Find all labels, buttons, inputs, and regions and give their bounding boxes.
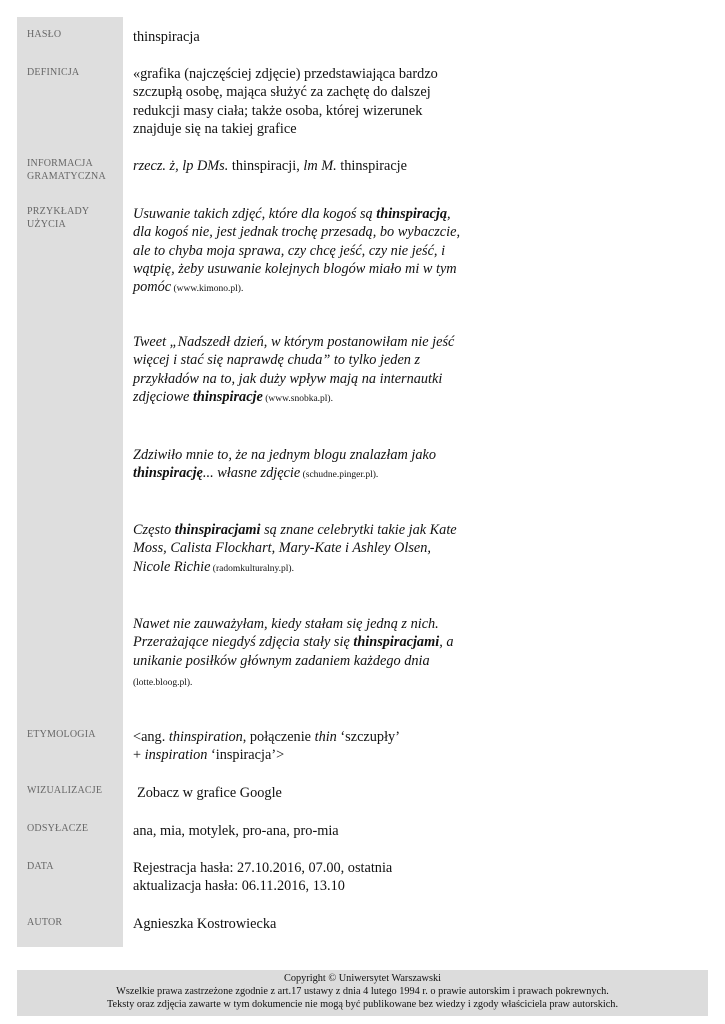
etymology-text: ‘szczupły’ + bbox=[133, 729, 399, 764]
label-definicja: DEFINICJA bbox=[27, 67, 80, 78]
example-source: (www.kimono.pl). bbox=[171, 284, 244, 295]
example-text: Często bbox=[133, 522, 175, 538]
footer-rights: Wszelkie prawa zastrzeżone zgodnie z art.17 ustawy z dnia 4 lutego 1994 r. o prawie autorskim i prawach pokrewnych. bbox=[116, 986, 609, 998]
author: Agnieszka Kostrowiecka bbox=[133, 916, 277, 932]
label-line: GRAMATYCZNA bbox=[27, 171, 106, 182]
cross-references: ana, mia, motylek, pro-ana, pro-mia bbox=[133, 823, 339, 839]
label-line: PRZYKŁADY bbox=[27, 206, 90, 217]
grammar-abbr: rzecz. ż, lp DMs. bbox=[133, 158, 229, 174]
usage-example bbox=[133, 615, 463, 692]
example-text: ... własne zdjęcie bbox=[202, 465, 301, 482]
etymology-term: thinspiration bbox=[168, 729, 243, 745]
example-text: Tweet „Nadszedł dzień, w którym postanowiłam nie jeść więcej i stać się naprawdę chuda” to tylko jeden z przykładów na to, jak duży wpływ mają na internautki zdjęciowe bbox=[133, 334, 455, 405]
usage-example bbox=[133, 205, 463, 298]
usage-example bbox=[133, 446, 453, 485]
example-headword: thinspiracją bbox=[376, 206, 447, 222]
example-source: (schudne.pinger.pl). bbox=[300, 470, 379, 481]
registration-dates: Rejestracja hasła: 27.10.2016, 07.00, ostatnia aktualizacja hasła: 06.11.2016, 13.10 bbox=[133, 860, 393, 895]
example-source: (radomkulturalny.pl). bbox=[210, 563, 294, 574]
example-source: (www.snobka.pl). bbox=[262, 393, 333, 404]
etymology-text: ‘inspiracja’> bbox=[207, 747, 285, 764]
etymology-term: thin bbox=[314, 729, 337, 745]
label-data: DATA bbox=[27, 861, 54, 872]
footer-copyright: Copyright © Uniwersytet Warszawski bbox=[284, 973, 441, 984]
label-informacja-gramatyczna bbox=[27, 157, 123, 183]
copyright-footer bbox=[17, 970, 708, 1016]
label-haslo: HASŁO bbox=[27, 29, 62, 40]
usage-example bbox=[133, 333, 463, 408]
label-przyklady-uzycia bbox=[27, 205, 123, 231]
label-autor: AUTOR bbox=[27, 917, 63, 928]
example-source: (lotte.bloog.pl). bbox=[133, 677, 193, 688]
label-odsylacze: ODSYŁACZE bbox=[27, 823, 89, 834]
example-headword: thinspiracje bbox=[192, 388, 263, 405]
example-text: , a unikanie posiłków głównym zadaniem każdego dnia bbox=[133, 634, 454, 669]
example-text: Zdziwiło mnie to, że na jednym blogu znalazłam jako bbox=[133, 447, 437, 463]
example-text: są znane celebrytki takie jak Kate Moss, Calista Flockhart, Mary-Kate i Ashley Olsen, Nicole Richie bbox=[133, 522, 457, 575]
etymology-term: inspiration bbox=[144, 747, 208, 764]
usage-example bbox=[133, 521, 468, 578]
headword: thinspiracja bbox=[133, 29, 200, 45]
example-text: Nawet nie zauważyłam, kiedy stałam się jedną z nich. Przerażające niegdyś zdjęcia stały się bbox=[133, 616, 439, 651]
google-images-link[interactable]: Zobacz w grafice Google bbox=[137, 785, 282, 801]
example-text: Usuwanie takich zdjęć, które dla kogoś są bbox=[133, 206, 377, 222]
label-wizualizacje: WIZUALIZACJE bbox=[27, 785, 103, 796]
etymology-text: , połączenie bbox=[242, 729, 315, 745]
grammar-form: thinspiracji, bbox=[228, 158, 304, 174]
example-headword: thinspiracjami bbox=[353, 634, 440, 651]
example-headword: thinspiracjami bbox=[174, 522, 261, 538]
grammar-abbr: lm M. bbox=[303, 158, 337, 174]
example-text: , dla kogoś nie, jest jednak trochę przesadą, bo wybaczcie, ale to chyba moja sprawa, czy chcę jeść, czy nie jeść, i wątpię, żeby usuwanie kolejnych blogów miało mi w tym pomóc bbox=[133, 206, 461, 296]
label-etymologia: ETYMOLOGIA bbox=[27, 729, 96, 740]
etymology bbox=[133, 728, 403, 765]
grammar-info bbox=[133, 157, 493, 175]
etymology-text: <ang. bbox=[133, 729, 169, 745]
footer-notice: Teksty oraz zdjęcia zawarte w tym dokumencie nie mogą być publikowane bez wiedzy i zgody właściciela praw autorskich. bbox=[106, 999, 619, 1011]
definition: «grafika (najczęściej zdjęcie) przedstawiająca bardzo szczupłą osobę, mająca służyć za zachętę do dalszej redukcji masy ciała; także osoba, której wizerunek znajduje się na takiej grafice bbox=[133, 66, 438, 137]
label-line: INFORMACJA bbox=[27, 158, 93, 169]
grammar-form: thinspiracje bbox=[336, 158, 407, 174]
example-headword: thinspirację bbox=[133, 465, 203, 482]
label-line: UŻYCIA bbox=[27, 219, 66, 230]
